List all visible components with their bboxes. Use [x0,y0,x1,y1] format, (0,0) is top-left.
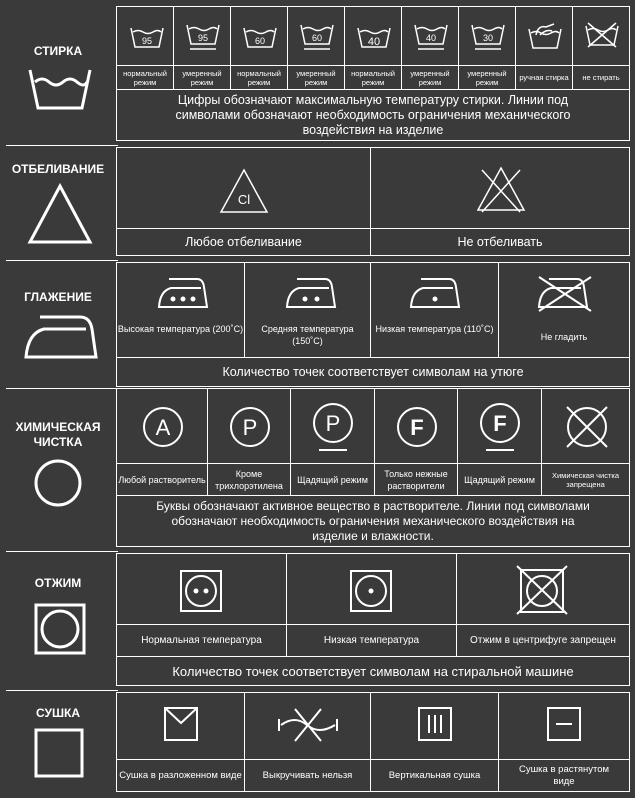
dry-clean-title: ХИМИЧЕСКАЯ ЧИСТКА [15,420,101,449]
no-dry-clean-icon [563,403,611,451]
wash-95-normal [116,6,174,66]
no-bleach-icon [476,166,526,214]
no-wring-icon [277,707,339,743]
no-iron-cell [498,262,630,358]
spin-label: Низкая температура [286,624,457,657]
drying-icon [34,728,84,778]
iron-high-cell [116,262,245,358]
wash-basin-icon [357,27,391,49]
svg-text:40: 40 [367,36,381,48]
wash-60-normal [230,6,288,66]
dry-clean-a-icon [141,405,185,449]
spin-label: Нормальная температура [116,624,287,657]
wash-basin-icon [130,27,164,49]
dry-clean-label: Щадящий режим [290,463,375,496]
iron-icon [24,313,100,361]
wash-label: не стирать [572,65,630,90]
iron-medium-label: Средняя температура (150˚C) [261,324,354,346]
dry-clean-note: Буквы обозначают активное вещество в растворителе. Линии под символами обозначают необходимость ограничения механического воздействия на изделие и влажности. [116,495,630,547]
wash-label: нормальный режим [116,65,174,90]
spin-normal-cell [116,553,287,625]
spin-icon [34,603,86,655]
dry-clean-f-gentle-icon [478,401,522,455]
bleach-any-label: Любое отбеливание [116,228,371,256]
wash-basin-icon [243,27,277,49]
svg-text:30: 30 [482,33,494,43]
svg-text:F: F [410,415,424,440]
dry-clean-f-cell [374,388,458,464]
ironing-title: ГЛАЖЕНИЕ [24,290,92,304]
wash-basin-icon [300,24,334,54]
dry-clean-icon [33,458,83,508]
dry-clean-p-gentle-icon [311,401,355,455]
bleach-chlorine-icon [219,168,269,214]
wash-label: умеренный режим [458,65,516,90]
wash-title: СТИРКА [33,44,83,58]
drip-dry-cell [370,692,499,760]
iron-one-dot-icon [409,277,461,311]
dry-clean-label: Только нежные растворители [374,463,458,496]
wash-basin-icon [414,24,448,54]
dry-clean-label: Химическая чистка запрещена [541,463,630,496]
no-bleach-cell [370,147,630,229]
wash-basin-icon [186,24,220,54]
iron-low-cell [370,262,499,358]
wash-label: нормальный режим [230,65,288,90]
iron-two-dots-icon [285,277,337,311]
ironing-note: Количество точек соответствует символам на утюге [116,357,630,387]
drying-label: Выкручивать нельзя [244,759,371,792]
bleach-title: ОТБЕЛИВАНИЕ [11,162,105,176]
dry-stretched-cell [498,692,630,760]
spin-two-dots-icon [180,570,222,612]
spin-one-dot-icon [350,570,392,612]
spin-title: ОТЖИМ [34,576,82,590]
dry-clean-p-cell [207,388,291,464]
no-dry-clean-cell [541,388,630,464]
drying-label: Вертикальная сушка [370,759,499,792]
svg-text:Cl: Cl [237,192,251,207]
hand-wash [515,6,573,66]
no-spin-cell [456,553,630,625]
spin-low-cell [286,553,457,625]
dry-clean-label: Любой растворитель [116,463,208,496]
no-iron-label: Не гладить [540,332,588,342]
drip-dry-icon [418,707,452,741]
dry-flat-cell [116,692,245,760]
iron-low-label: Низкая температура (110˚C) [375,324,494,334]
dry-clean-label: Кроме трихлорэтилена [207,463,291,496]
dry-clean-a-cell [116,388,208,464]
wash-60-gentle [287,6,345,66]
wash-40-normal [344,6,402,66]
dry-clean-f-gentle-cell [457,388,542,464]
wash-note: Цифры обозначают максимальную температуру стирки. Линии под символами обозначают необходимость ограничения механического воздействия на изделие [116,89,630,141]
svg-text:40: 40 [425,33,437,43]
drying-label: Сушка в разложенном виде [116,759,245,792]
svg-text:F: F [493,411,507,436]
section-divider [6,690,118,691]
wash-95-gentle [173,6,231,66]
bleach-any-cell [116,147,371,229]
dry-clean-f-icon [395,405,439,449]
section-divider [6,551,118,552]
wash-icon [28,68,92,112]
section-divider [6,145,118,146]
spin-label: Отжим в центрифуге запрещен [456,624,630,657]
svg-text:60: 60 [254,36,266,46]
wash-basin-icon [471,24,505,54]
svg-text:60: 60 [311,33,323,43]
wash-label: умеренный режим [287,65,345,90]
no-bleach-label: Не отбеливать [370,228,630,256]
dry-clean-p-icon [228,405,272,449]
iron-medium-cell [244,262,371,358]
hand-wash-icon [528,21,562,51]
svg-text:95: 95 [141,36,153,46]
iron-high-label: Высокая температура (200˚C) [117,324,244,334]
no-iron-icon [537,275,593,313]
section-divider [6,260,118,261]
wash-label: ручная стирка [515,65,573,90]
drying-label: Сушка в растянутом виде [498,759,630,792]
wash-30-gentle [458,6,516,66]
iron-three-dots-icon [157,277,209,311]
dry-clean-label: Щадящий режим [457,463,542,496]
wash-label: нормальный режим [344,65,402,90]
no-spin-icon [515,564,569,616]
dry-flat-icon [164,707,198,741]
svg-text:P: P [242,415,258,440]
do-not-wash [572,6,630,66]
svg-text:95: 95 [197,33,209,43]
dry-stretched-icon [547,707,581,741]
do-not-wash-icon [585,25,619,49]
drying-title: СУШКА [35,706,81,720]
bleach-icon [28,184,92,244]
dry-clean-p-gentle-cell [290,388,375,464]
wash-label: умеренный режим [173,65,231,90]
wash-label: умеренный режим [401,65,459,90]
svg-text:P: P [325,411,341,436]
section-divider [6,388,118,389]
svg-text:A: A [155,415,171,440]
no-wring-cell [244,692,371,760]
wash-40-gentle [401,6,459,66]
spin-note: Количество точек соответствует символам на стиральной машине [116,656,630,686]
